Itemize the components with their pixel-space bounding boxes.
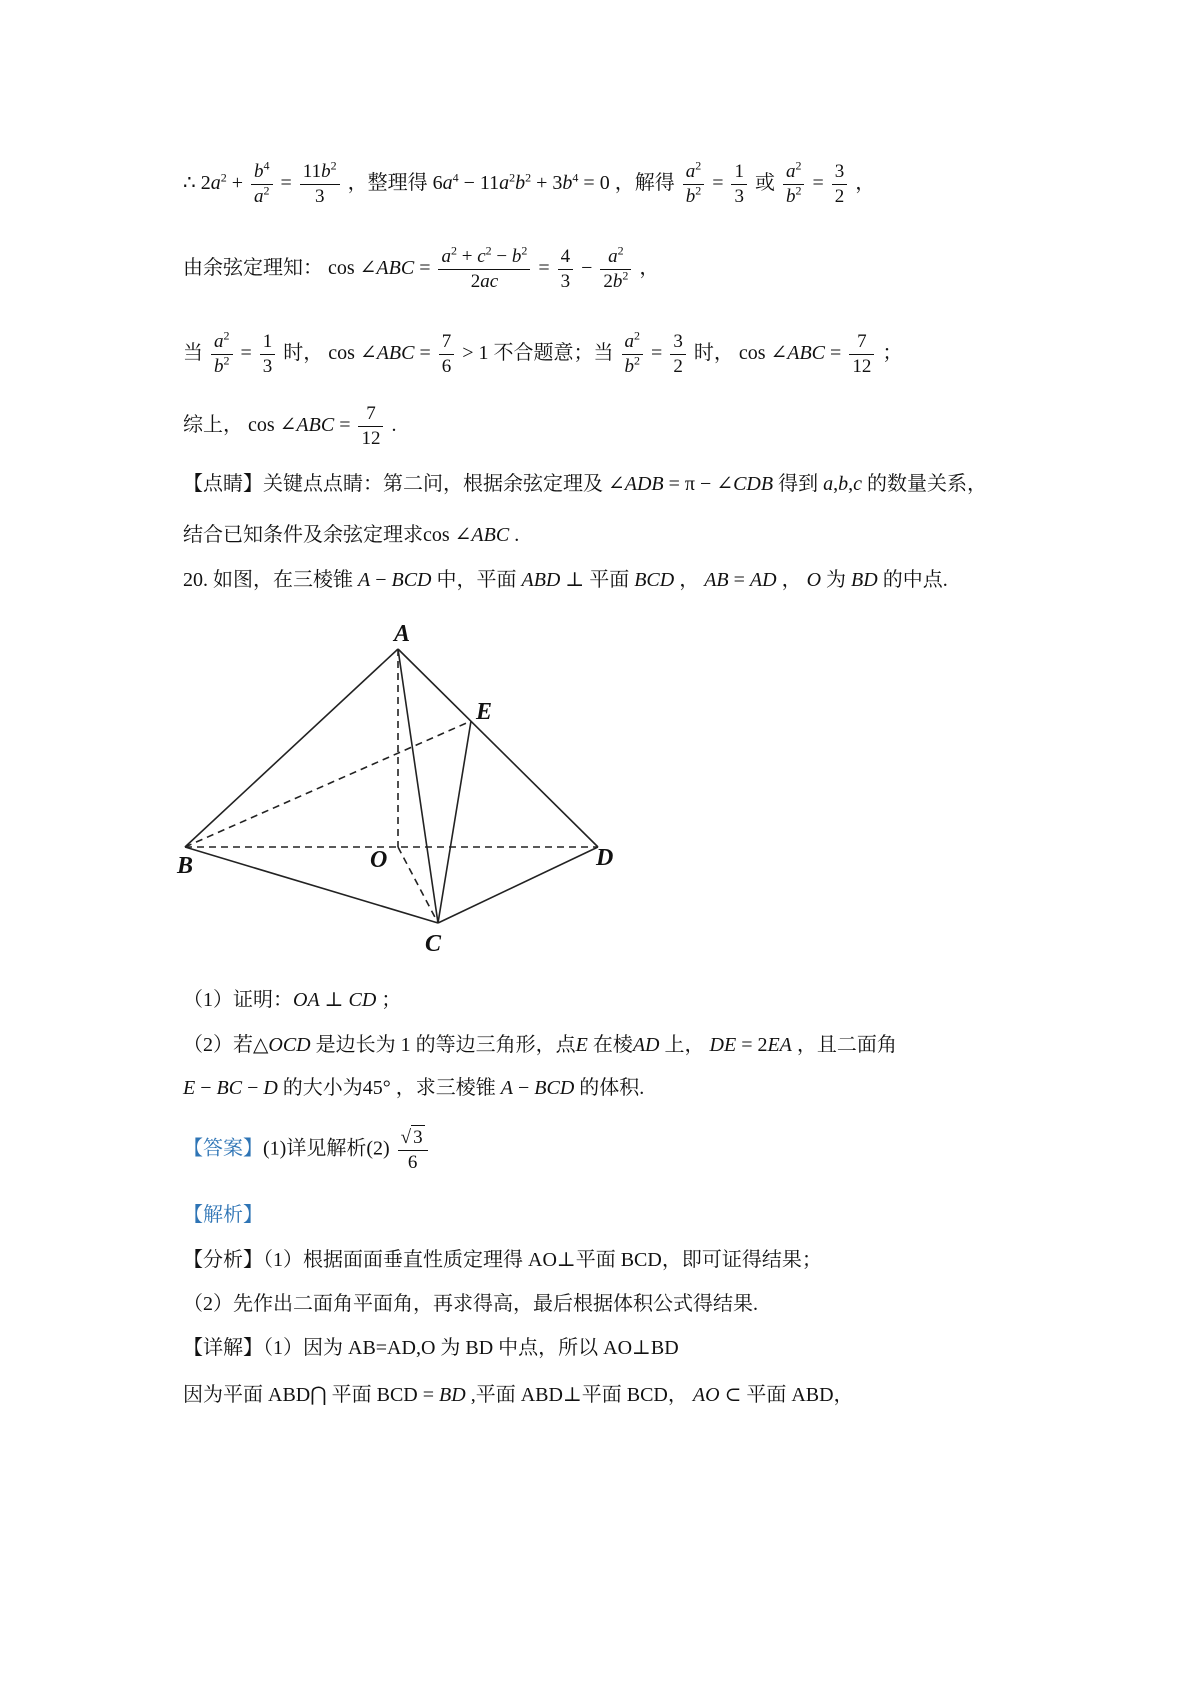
edge-AC <box>398 649 438 923</box>
edge-BC <box>185 847 438 923</box>
equation-line-2: 由余弦定理知： cos ∠ABC = $\frac{a^2 + c^2 - b^2}{2ac}$ = $\frac{4}{3}$ − $\frac{a^2}{2b^2}$ ， <box>183 243 660 292</box>
edge-AB <box>185 649 398 847</box>
dianjing-line: 【点睛】关键点点睛：第二问，根据余弦定理及 ∠ADB = π − ∠CDB 得到 a,b,c 的数量关系， <box>183 473 987 495</box>
answer-line: 【答案】(1)详见解析(2) $\frac{√ 3}{6}$ <box>183 1125 431 1175</box>
label-E: E <box>476 699 493 725</box>
dianjing-line-2: 结合已知条件及余弦定理求cos ∠ABC . <box>183 524 520 546</box>
part-1: （1）证明：OA ⊥ CD ； <box>183 989 402 1011</box>
question-20: 20. 如图，在三棱锥 A − BCD 中，平面 ABD ⊥ 平面 BCD ， AB = AD ， O 为 BD 的中点. <box>183 569 948 591</box>
label-A: A <box>394 621 411 647</box>
jiexi-label: 【解析】 <box>183 1204 263 1226</box>
xiangjie-line: 【详解】（1）因为 AB=AD,O 为 BD 中点，所以 AO⊥BD <box>183 1337 679 1359</box>
equation-line-4: 综上， cos ∠ABC = $\frac{7}{12}$ . <box>183 403 397 449</box>
equation-line-3: 当 $\frac{a^2}{b^2}$ = $\frac{1}{3}$ 时， cos ∠ABC = $\frac{7}{6}$ > 1 不合题意；当 $\frac{a^2}{b^2}$ = $\frac{3}{2}$ 时， cos ∠ABC = $\frac{7}{12}$ ； <box>183 328 903 377</box>
tetrahedron-figure <box>177 621 660 975</box>
edge-CD <box>438 847 598 923</box>
label-O: O <box>370 847 388 873</box>
part-2-cont: E − BC − D 的大小为45° ，求三棱锥 A − BCD 的体积. <box>183 1077 645 1099</box>
last-line: 因为平面 ABD⋂ 平面 BCD = BD ,平面 ABD⊥平面 BCD， AO ⊂ 平面 ABD， <box>183 1384 854 1406</box>
fenxi-line-1: 【分析】（1）根据面面垂直性质定理得 AO⊥平面 BCD，即可证得结果； <box>183 1249 822 1271</box>
part-2: （2）若△OCD 是边长为 1 的等边三角形，点E 在棱AD 上， DE = 2EA ，且二面角 <box>183 1034 897 1056</box>
edge-AD <box>398 649 598 847</box>
label-D: D <box>596 845 614 871</box>
label-C: C <box>425 931 442 957</box>
equation-line-1: ∴ $2a^2$ + $\frac{b^4}{a^2}$ = $\frac{11b^2}{3}$ ，整理得 $6a^4 - 11a^2b^2 + 3b^4 = 0$ ，解得 $\frac{a^2}{b^2}$ = $\frac{1}{3}$ 或 $\frac{a^2}{b^2}$ = $\frac{3}{2}$ ， <box>183 158 876 207</box>
edge-EC <box>438 721 471 923</box>
edge-BE <box>185 721 471 847</box>
fenxi-line-2: （2）先作出二面角平面角，再求得高，最后根据体积公式得结果. <box>183 1293 758 1315</box>
label-B: B <box>177 853 194 879</box>
